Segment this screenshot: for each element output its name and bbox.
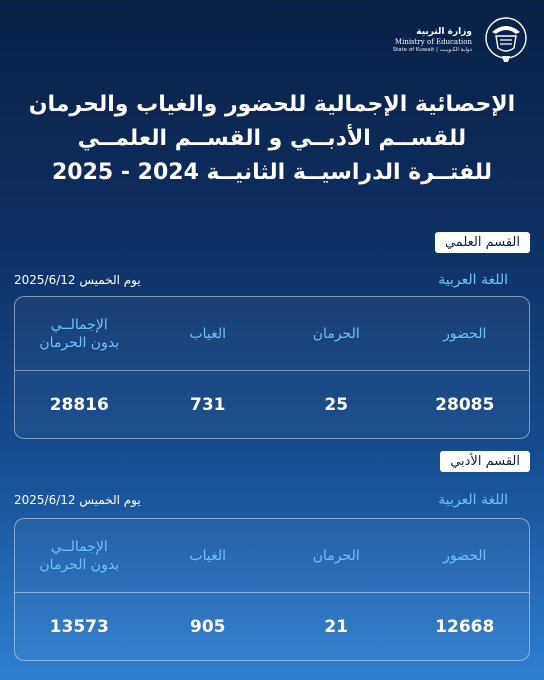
subject-label-literary: اللغة العربية xyxy=(438,492,508,508)
table-row xyxy=(15,592,529,660)
header-deprivation: الحرمان xyxy=(312,547,360,564)
page-title xyxy=(0,88,544,190)
value-total: 28816 xyxy=(49,394,109,415)
table-header-row xyxy=(15,297,529,370)
state-name-ar: دولـة الكـويـت xyxy=(439,47,472,54)
kuwait-emblem-icon xyxy=(480,14,532,66)
stats-table-scientific xyxy=(14,296,530,439)
value-attendance: 12668 xyxy=(435,616,495,637)
title-line-1: الإحصائية الإجمالية للحضور والغياب والحرمان xyxy=(28,92,516,117)
state-divider: | xyxy=(436,47,440,54)
header-attendance: الحضور xyxy=(443,325,487,342)
header-total: الإجمالــي بدون الحرمان xyxy=(39,316,120,351)
header-total: الإجمالــي بدون الحرمان xyxy=(39,538,120,573)
value-absence: 731 xyxy=(190,394,226,415)
state-line xyxy=(393,47,472,54)
header-absence: الغياب xyxy=(189,547,227,564)
header-attendance: الحضور xyxy=(443,547,487,564)
value-attendance: 28085 xyxy=(435,394,495,415)
ministry-header xyxy=(393,14,532,66)
subject-label-scientific: اللغة العربية xyxy=(438,272,508,288)
value-deprivation: 25 xyxy=(324,394,349,415)
value-deprivation: 21 xyxy=(324,616,349,637)
header-deprivation: الحرمان xyxy=(312,325,360,342)
ministry-text xyxy=(393,26,472,55)
section-label-scientific: القسم العلمي xyxy=(435,232,530,253)
title-line-3: للفتــرة الدراسيــة الثانيــة 2024 - 2025 xyxy=(51,160,493,185)
value-total: 13573 xyxy=(49,616,109,637)
date-label-scientific: يوم الخميس 2025/6/12 xyxy=(14,273,141,287)
header-absence: الغياب xyxy=(189,325,227,342)
table-row xyxy=(15,370,529,438)
ministry-name-ar: وزارة التربية xyxy=(416,26,472,37)
state-name-en: State of Kuwait xyxy=(392,47,435,54)
table-header-row xyxy=(15,519,529,592)
value-absence: 905 xyxy=(190,616,226,637)
date-label-literary: يوم الخميس 2025/6/12 xyxy=(14,493,141,507)
section-label-literary: القسم الأدبي xyxy=(440,451,530,472)
stats-table-literary xyxy=(14,518,530,661)
ministry-name-en: Ministry of Education xyxy=(394,37,472,46)
title-line-2: للقســم الأدبــي و القســم العلمــي xyxy=(77,126,467,151)
